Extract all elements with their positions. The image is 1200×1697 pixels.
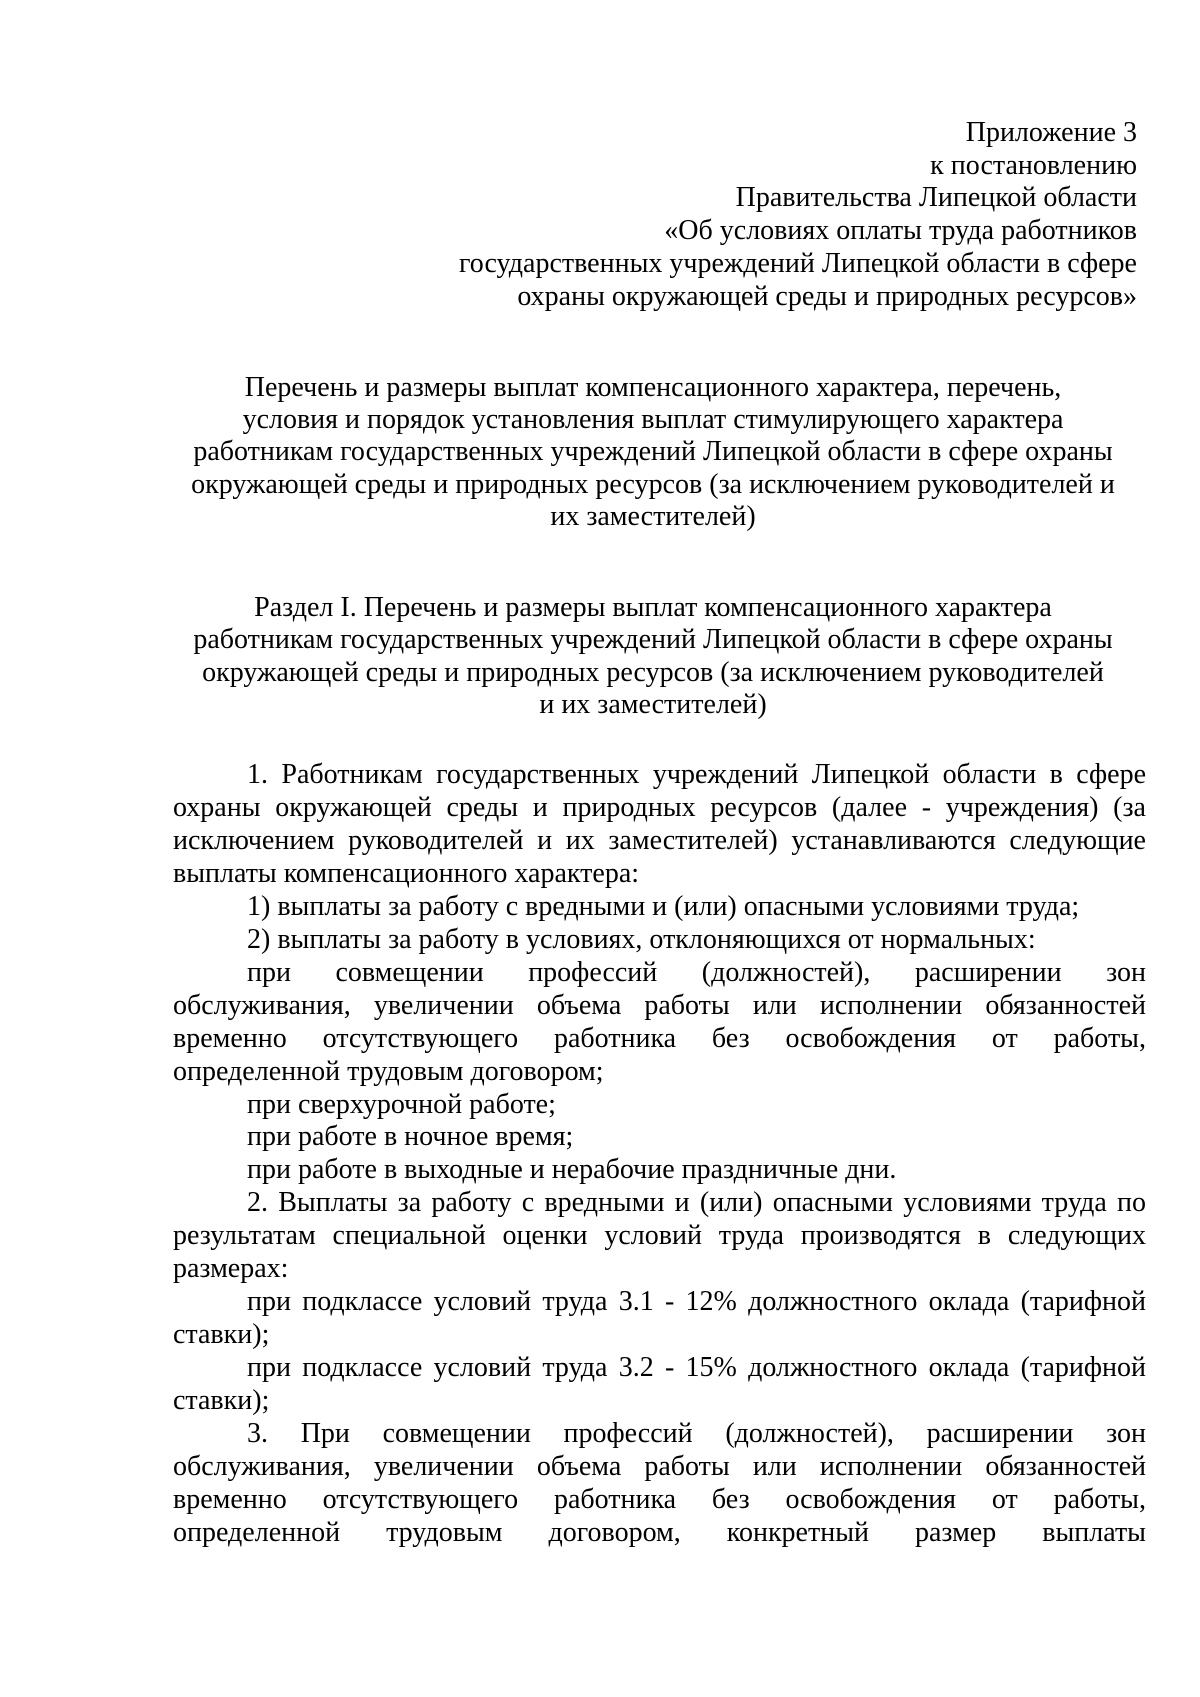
appendix-line: к постановлению [930, 149, 1137, 181]
body-line: охраны окружающей среды и природных ресурсов (далее - учреждения) (за [173, 791, 1146, 823]
body-line: 2. Выплаты за работу с вредными и (или) опасными условиями труда по [247, 1187, 1146, 1219]
body-line: при совмещении профессий (должностей), расширении зон [247, 956, 1146, 988]
body-line: результатам специальной оценки условий труда производятся в следующих [173, 1220, 1146, 1252]
section-heading [160, 592, 1146, 721]
appendix-line: «Об условиях оплаты труда работников [664, 215, 1137, 247]
body-line: выплаты компенсационного характера: [173, 857, 640, 889]
body-line: исключением руководителей и их заместителей) устанавливаются следующие [173, 824, 1146, 856]
body-line: 3. При совмещении профессий (должностей), расширении зон [247, 1418, 1146, 1450]
title-line: их заместителей) [550, 500, 756, 532]
body-line: при работе в выходные и нерабочие праздничные дни. [247, 1154, 897, 1186]
title-line: Перечень и размеры выплат компенсационного характера, перечень, [244, 372, 1062, 403]
appendix-line: охраны окружающей среды и природных ресурсов» [517, 280, 1137, 312]
appendix-line: Приложение 3 [965, 117, 1137, 148]
appendix-line: Правительства Липецкой области [735, 182, 1137, 214]
title-line: окружающей среды и природных ресурсов (за исключением руководителей и [191, 468, 1115, 500]
body-line: определенной трудовым договором; [173, 1055, 604, 1087]
body-text [173, 759, 1146, 1550]
body-line: определенной трудовым договором, конкретный размер выплаты [173, 1516, 1146, 1548]
body-line: 1) выплаты за работу с вредными и (или) опасными условиями труда; [247, 890, 1080, 922]
section-heading-line: и их заместителей) [539, 688, 767, 720]
section-heading-line: Раздел I. Перечень и размеры выплат компенсационного характера [254, 592, 1052, 623]
body-line: 1. Работникам государственных учреждений Липецкой области в сфере [247, 759, 1146, 790]
body-line: при подклассе условий труда 3.1 - 12% должностного оклада (тарифной [247, 1286, 1146, 1318]
body-line: обслуживания, увеличении объема работы или исполнении обязанностей [173, 1451, 1146, 1483]
body-line: ставки); [173, 1319, 270, 1351]
body-line: обслуживания, увеличении объема работы или исполнении обязанностей [173, 989, 1146, 1021]
body-line: временно отсутствующего работника без освобождения от работы, [173, 1022, 1146, 1054]
body-line: при сверхурочной работе; [247, 1088, 556, 1120]
section-heading-line: работникам государственных учреждений Липецкой области в сфере охраны [193, 624, 1113, 656]
body-line: размерах: [173, 1253, 289, 1285]
body-line: 2) выплаты за работу в условиях, отклоняющихся от нормальных: [247, 923, 1036, 955]
document-title [160, 372, 1146, 533]
body-line: при работе в ночное время; [247, 1121, 574, 1153]
body-line: при подклассе условий труда 3.2 - 15% должностного оклада (тарифной [247, 1352, 1146, 1384]
appendix-line: государственных учреждений Липецкой области в сфере [459, 247, 1137, 279]
appendix-header [377, 117, 1137, 313]
body-line: ставки); [173, 1385, 270, 1417]
section-heading-line: окружающей среды и природных ресурсов (за исключением руководителей [202, 656, 1104, 688]
title-line: условия и порядок установления выплат стимулирующего характера [242, 404, 1064, 436]
body-line: временно отсутствующего работника без освобождения от работы, [173, 1483, 1146, 1515]
title-line: работникам государственных учреждений Липецкой области в сфере охраны [193, 436, 1113, 468]
